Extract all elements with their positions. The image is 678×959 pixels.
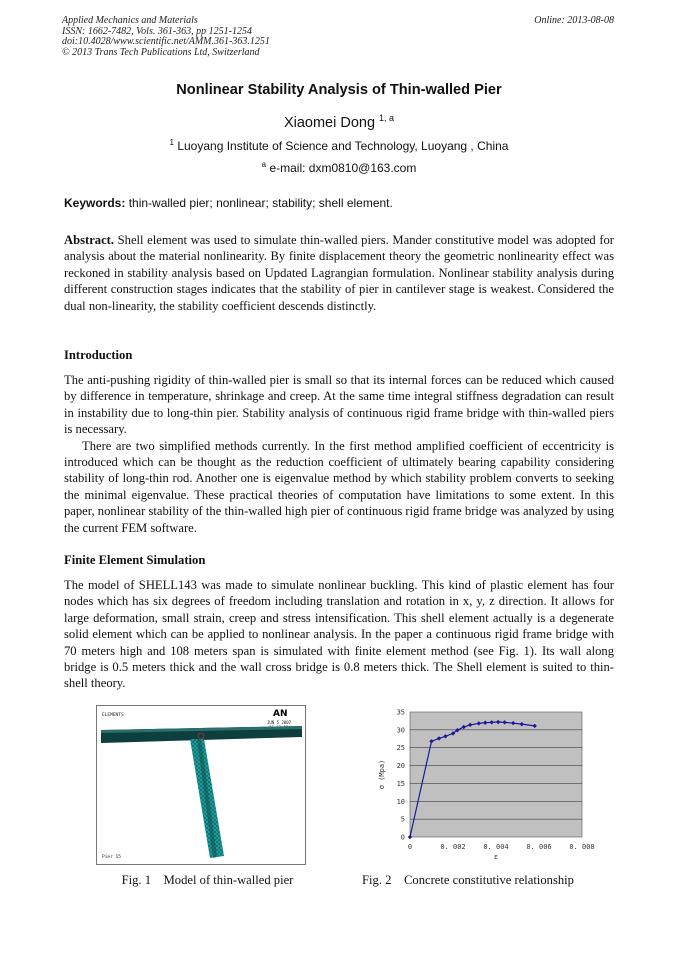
abstract-text: Shell element was used to simulate thin-walled piers. Mander constitutive model was adopted for analysis about the material nonlinearity. By finite displacement theory the geometric nonlinearity effect was reckoned in stability analysis based on Updated Lagrangian formulation. Nonlinear stability analysis during different construction stages indicates that the stability of pier in cantilever stage is weakest. Considered the dual non-linearity, the stability coefficient descends distinctly. xyxy=(64,233,615,313)
fig2-xlabel: ε xyxy=(493,853,499,861)
fem-p1: The model of SHELL143 was made to simulate nonlinear buckling. This kind of plastic element has four nodes which has six degrees of freedom including translation and rotation in x, y, z direction. It allows for large deformation, small strain, creep and stress intensification. This shell element actually is a degenerate solid element which can be applied to nonlinear analysis. In the paper a continuous rigid frame bridge with 70 meters high and 108 meters span is simulated with finite element method (see Fig. 1). Its wall along bridge is 0.5 meters thick and the wall cross bridge is 0.8 meters thick. The Shell element is suited to thin-shell theory. xyxy=(64,578,614,691)
fig2-chart-svg xyxy=(362,704,602,874)
fig1-tag-date: JUN 5 2007 xyxy=(267,720,292,725)
keywords xyxy=(64,196,393,210)
fig2-ylabel: σ (Mpa) xyxy=(378,759,386,790)
email-line xyxy=(0,160,678,175)
fig2-xtick-label: 0 xyxy=(407,843,413,851)
fem-heading: Finite Element Simulation xyxy=(64,553,206,567)
fig2-ytick-label: 25 xyxy=(396,744,405,753)
fig1-image xyxy=(96,705,306,865)
keywords-text: thin-walled pier; nonlinear; stability; shell element. xyxy=(128,196,393,210)
issn: ISSN: 1662-7482, Vols. 361-363, pp 1251-1254 xyxy=(62,25,252,37)
fig2-plot-area xyxy=(410,712,582,837)
fig2-caption: Fig. 2 Concrete constitutive relationship xyxy=(362,873,574,887)
online-date: Online: 2013-08-08 xyxy=(534,15,614,26)
fig2-ytick-label: 10 xyxy=(396,797,405,806)
affiliation-text: Luoyang Institute of Science and Technology, Luoyang , China xyxy=(177,139,509,153)
fig2-ytick-label: 30 xyxy=(396,726,405,735)
fig2-ytick-label: 5 xyxy=(400,815,405,824)
paper-title: Nonlinear Stability Analysis of Thin-walled Pier xyxy=(176,82,502,98)
fig2-xtick-label: 0. 002 xyxy=(440,843,466,851)
fig2-xtick-label: 0. 006 xyxy=(526,843,552,851)
keywords-label: Keywords: xyxy=(64,196,126,210)
abstract-label: Abstract. xyxy=(64,233,115,247)
journal-name: Applied Mechanics and Materials xyxy=(62,15,198,26)
fig1-footer: Pier 15 xyxy=(102,855,121,860)
author-sup: 1, a xyxy=(379,113,395,123)
copyright: © 2013 Trans Tech Publications Ltd, Switzerland xyxy=(62,46,260,58)
introduction-p1: The anti-pushing rigidity of thin-walled pier is small so that its internal forces can be reduced which caused by difference in temperature, shrinkage and creep. At the same time integral stiffness degradation can result in instability due to long-thin pier. Stability analysis of continuous rigid frame bridge with thin-walled piers is necessary. xyxy=(64,373,614,437)
fig2-ytick-label: 0 xyxy=(400,833,405,842)
fig2-chart xyxy=(362,704,602,874)
email-text: e-mail: dxm0810@163.com xyxy=(269,161,417,175)
introduction-body xyxy=(64,372,614,536)
abstract xyxy=(64,232,614,314)
introduction-p2: There are two simplified methods currently. In the first method amplified coefficient of eccentricity is introduced which can be thought as the reduction coefficient of ultimately bearing capability considering stability of long-thin rod. Another one is eigenvalue method by which stability problem converts to seeking the minimal eigenvalue. These practical theories of computation have limitations to some extent. In this paper, nonlinear stability of the thin-walled high pier of continuous rigid frame bridge was analyzed by using the current FEM software. xyxy=(64,438,614,535)
fig2-xtick-label: 0. 004 xyxy=(483,843,509,851)
fig2-xtick-label: 0. 008 xyxy=(569,843,595,851)
fig1-tag-left: ELEMENTS xyxy=(102,713,124,718)
running-header xyxy=(62,16,270,58)
affiliation xyxy=(0,138,678,153)
fig2-ytick-label: 15 xyxy=(396,779,405,788)
introduction-heading: Introduction xyxy=(64,348,133,362)
author-name: Xiaomei Dong xyxy=(283,114,376,131)
fig2-ytick-label: 35 xyxy=(396,708,405,717)
affiliation-sup: 1 xyxy=(169,138,174,147)
fig1-model-svg xyxy=(97,706,305,864)
email-sup: a xyxy=(261,160,267,169)
author-line xyxy=(0,113,678,131)
fig2-ytick-label: 20 xyxy=(396,762,405,771)
fig1-logo: AN xyxy=(273,709,288,719)
fig1-caption: Fig. 1 Model of thin-walled pier xyxy=(121,873,294,887)
doi: doi:10.4028/www.scientific.net/AMM.361-363.1251 xyxy=(62,36,270,47)
